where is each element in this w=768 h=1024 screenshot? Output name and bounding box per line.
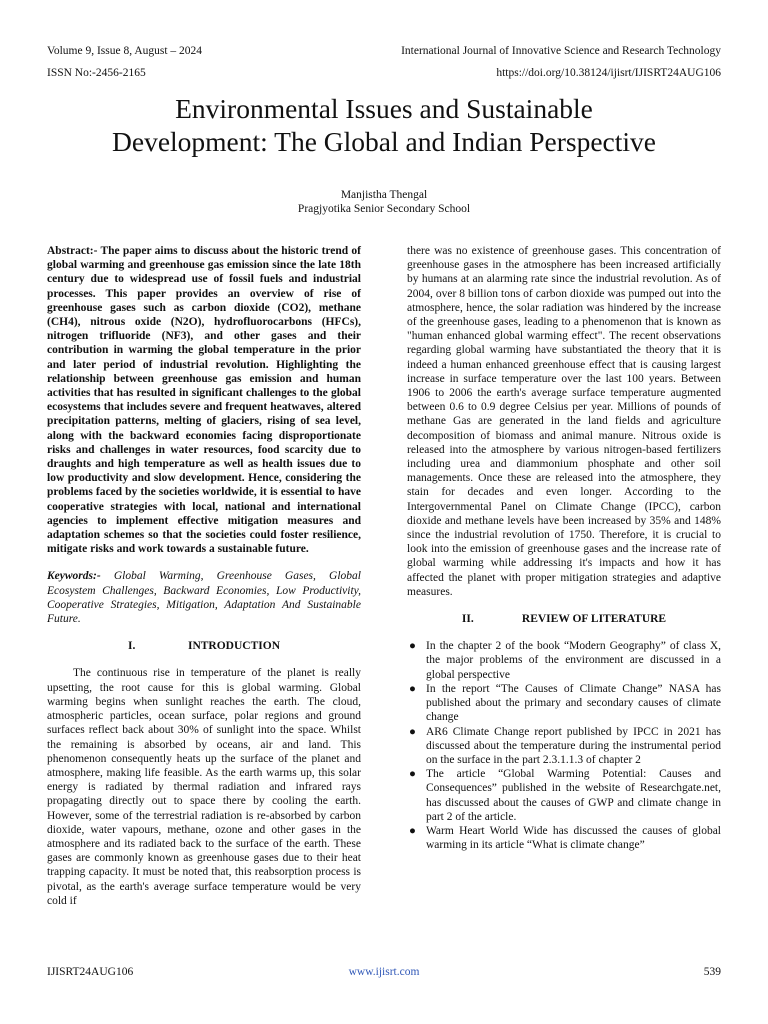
author-block [0,188,768,216]
page-number: 539 [703,966,721,978]
issn: ISSN No:-2456-2165 [47,67,146,79]
doi-link[interactable]: https://doi.org/10.38124/ijisrt/IJISRT24AUG106 [496,67,721,79]
footer-website-link[interactable]: www.ijisrt.com [348,966,420,978]
section-heading-review [407,612,721,626]
list-item: ● In the chapter 2 of the book “Modern Geography” of class X, the major problems of the environment are discussed in a global perspective [409,640,721,681]
bullet-icon: ● [409,682,416,695]
right-column [407,244,721,852]
author-name: Manjistha Thengal [340,189,428,201]
bullet-icon: ● [409,768,416,781]
list-item: ● Warm Heart World Wide has discussed the causes of global warming in its article “What is climate change” [409,824,721,852]
bullet-icon: ● [409,725,416,738]
volume-issue: Volume 9, Issue 8, August – 2024 [47,45,203,57]
section-title: REVIEW OF LITERATURE [521,613,667,626]
paper-title [0,92,768,158]
section-number: II. [461,613,474,626]
literature-list [407,639,721,852]
section-heading-introduction [47,639,361,653]
section-number: I. [127,640,136,653]
journal-name: International Journal of Innovative Science and Research Technology [401,45,721,57]
list-item: ● AR6 Climate Change report published by IPCC in 2021 has discussed about the temperature during the instrumental period on the surface in the part 2.3.1.1.3 of chapter 2 [409,725,721,766]
list-item: ● The article “Global Warming Potential: Causes and Consequences” published in the website of Researchgate.net, has discussed about the causes of GWP and climate change in part 2 of the article. [409,768,721,823]
abstract: Abstract:- The paper aims to discuss about the historic trend of global warming and greenhouse gas emission since the late 18th century due to widespread use of fossil fuels and industrial processes. This paper provides an overview of rise of greenhouse gases such as carbon dioxide (CO2), methane (CH4), nitrous oxide (N2O), hydrofluorocarbons (HFCs), nitrogen trifluoride (NF3), and other gases and their contribution in warming the global temperature in the prior and later period of industrial revolution. Highlighting the relationship between greenhouse gas emission and human activities that has resulted in significant challenges to the global ecosystems that includes severe and frequent heatwaves, altered precipitation patterns, melting of glaciers, rising of sea level, along with the backward economies facing disproportionate risks and challenges in water resources, food scarcity due to draughts and high temperature as well as health issues due to low productivity and slow development. Hence, considering the problems faced by the societies worldwide, it is essential to have cooperative strategies with local, national and international agencies to implement effective mitigation measures and adaptation schemes so that the societies could foster resilience, mitigate risks and work towards a sustainable future. [47,245,361,556]
section-title: INTRODUCTION [187,640,280,653]
intro-paragraph: The continuous rise in temperature of the planet is really upsetting, the root cause for this is global warming. Global warming begins when sunlight reaches the earth. The cloud, atmospheric particles, ocean surface, polar regions and ground surfaces reflect back about 30% of sunlight into the space. Whilst the remaining is absorbed by oceans, air and land. This phenomenon consequently heats up the surface of the planet and atmosphere, making life feasible. As the earth warms up, this solar energy is radiated by thermal radiation and infrared rays propagating directly out to space there by cooling the earth. However, some of the terrestrial radiation is re-absorbed by carbon dioxide, water vapours, methane, ozone and other gases in the atmosphere and its radiated back to the surface of the earth. These gases are commonly known as greenhouse gases due to their heat trapping capacity. It must be noted that, this reabsorption process is pivotal, as the earth's average surface temperature would be very cold if [47,667,361,907]
author-affiliation: Pragjyotika Senior Secondary School [297,203,471,215]
bullet-icon: ● [409,640,416,653]
bullet-icon: ● [409,824,416,837]
keywords [47,569,361,626]
keywords-text: Global Warming, Greenhouse Gases, Global Ecosystem Challenges, Backward Economies, Low Productivity, Cooperative Strategies, Mitigation, Adaptation And Sustainable Future. [47,570,361,626]
paper-title-line-1: Environmental Issues and Sustainable [175,93,593,124]
footer-paper-id: IJISRT24AUG106 [47,966,134,978]
paper-title-line-2: Development: The Global and Indian Perspective [112,126,656,157]
keywords-label: Keywords:- [47,570,101,583]
list-item: ● In the report “The Causes of Climate Change” NASA has published about the primary and secondary causes of climate change [409,682,721,724]
intro-paragraph-continued: there was no existence of greenhouse gases. This concentration of greenhouse gases in the atmosphere has been increased artificially by humans at an alarming rate since the industrial revolution. As of 2004, over 8 billion tons of carbon dioxide was pumped out into the atmosphere, hence, the solar radiation was hindered by the increase of the greenhouse gases, leading to a phenomenon that is known as "human enhanced global warming effect". The recent observations regarding global warming have substantiated the theory that it is indeed a human enhanced greenhouse effect that is causing largest increase in surface temperature over the last 100 years. Between 1906 to 2006 the earth's average surface temperature augmented between 0.6 to 0.9 degree Celsius per year. Millions of pounds of methane Gas are generated in the land fields and agriculture decomposition of biomass and animal manure. Nitrous oxide is released into the atmosphere by various nitrogen-based fertilizers including urea and diammonium phosphate and other soil managements. Once these are released into the atmosphere, they stain for decades and even longer. According to the Intergovernmental Panel on Climate Change (IPCC), carbon dioxide and methane levels have been increased by 35% and 148% since the industrial revolution of 1750. Therefore, it is crucial to look into the emission of greenhouse gases and the increase rate of global warming while addressing it's impacts and how it has affected the planet with proper mitigation strategies and adaptive measures. [407,245,721,598]
left-column [47,244,361,908]
